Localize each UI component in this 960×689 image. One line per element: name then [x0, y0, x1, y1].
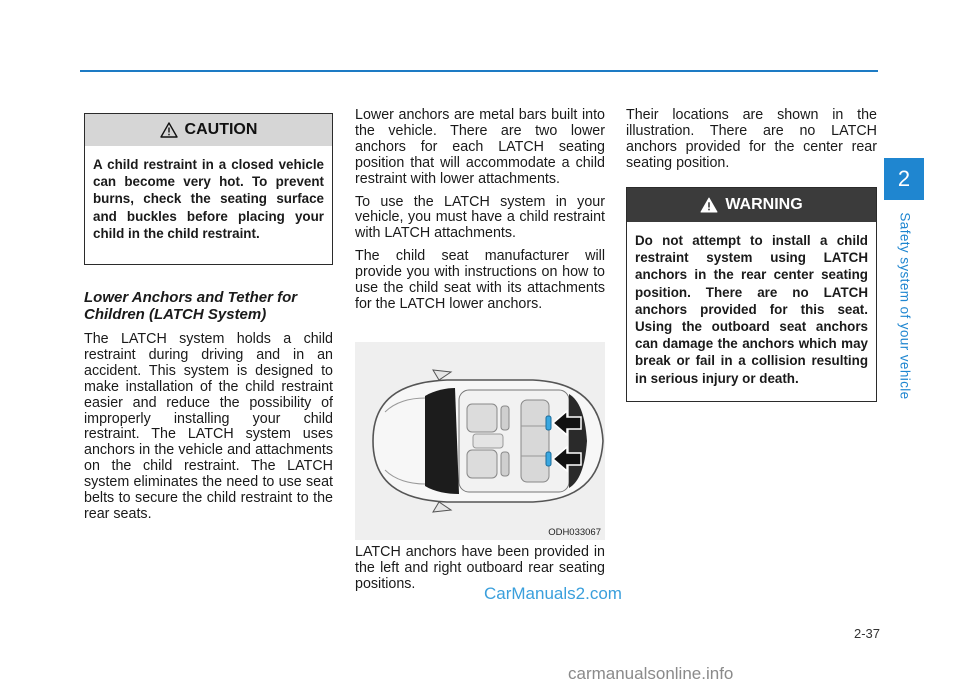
warning-title: WARNING — [725, 196, 803, 213]
column-3 — [626, 108, 877, 179]
warning-triangle-icon — [700, 197, 718, 213]
manufacturer-paragraph: The child seat manufacturer will provide you with instructions on how to use the child seat with its attachments for the LATCH lower anchors. — [355, 248, 605, 312]
figure-code: ODH033067 — [548, 527, 601, 538]
car-topview-illustration — [355, 342, 605, 540]
latch-intro-paragraph: The LATCH system holds a child restraint during driving and in an accident. This system is designed to make installation of the child restraint easier and reduce the possibility of improperly installing your child restraint. The LATCH system uses anchors in the vehicle and attachments on the child restraint. The LATCH system eliminates the need to use seat belts to secure the child restraint to the rear seats. — [84, 331, 333, 522]
lower-anchors-paragraph: Lower anchors are metal bars built into the vehicle. There are two lower anchors for each LATCH seating position that will accommodate a child restraint with lower attachments. — [355, 107, 605, 187]
header-rule — [80, 70, 878, 72]
caution-text: A child restraint in a closed vehicle can become very hot. To prevent burns, check the seating surface and buckles before placing your child in the child restraint. — [93, 157, 324, 241]
warning-text: Do not attempt to install a child restraint system using LATCH anchors in the rear center seating position. There are no LATCH anchors provided for this seat. Using the outboard seat anchors can damage the anchors which may break or fail in a collision resulting in serious injury or death. — [635, 233, 868, 386]
caution-title: CAUTION — [184, 121, 258, 138]
caution-header — [85, 114, 332, 146]
caution-box — [84, 113, 333, 265]
latch-use-paragraph: To use the LATCH system in your vehicle, you must have a child restraint with LATCH attachments. — [355, 193, 605, 242]
column-1 — [84, 289, 333, 530]
locations-paragraph: Their locations are shown in the illustration. There are no LATCH anchors provided for the center rear seating position. — [626, 107, 877, 171]
column-2 — [355, 108, 605, 320]
watermark-carmanualsonline[interactable]: carmanualsonline.info — [568, 664, 734, 683]
watermark-carmanuals2[interactable]: CarManuals2.com — [484, 584, 622, 603]
caution-triangle-icon — [160, 122, 178, 138]
latch-anchor-figure — [355, 342, 605, 540]
chapter-number-tab[interactable]: 2 — [884, 158, 924, 200]
page-number: 2-37 — [853, 626, 880, 641]
section-heading: Lower Anchors and Tether for Children (LATCH System) — [84, 289, 298, 323]
chapter-title — [893, 212, 917, 400]
chapter-title-text: Safety system of your vehicle — [897, 212, 913, 400]
warning-box — [626, 187, 877, 402]
outboard-positions-paragraph: LATCH anchors have been provided in the left and right outboard rear seating positions. — [355, 544, 605, 592]
warning-header — [627, 188, 876, 222]
